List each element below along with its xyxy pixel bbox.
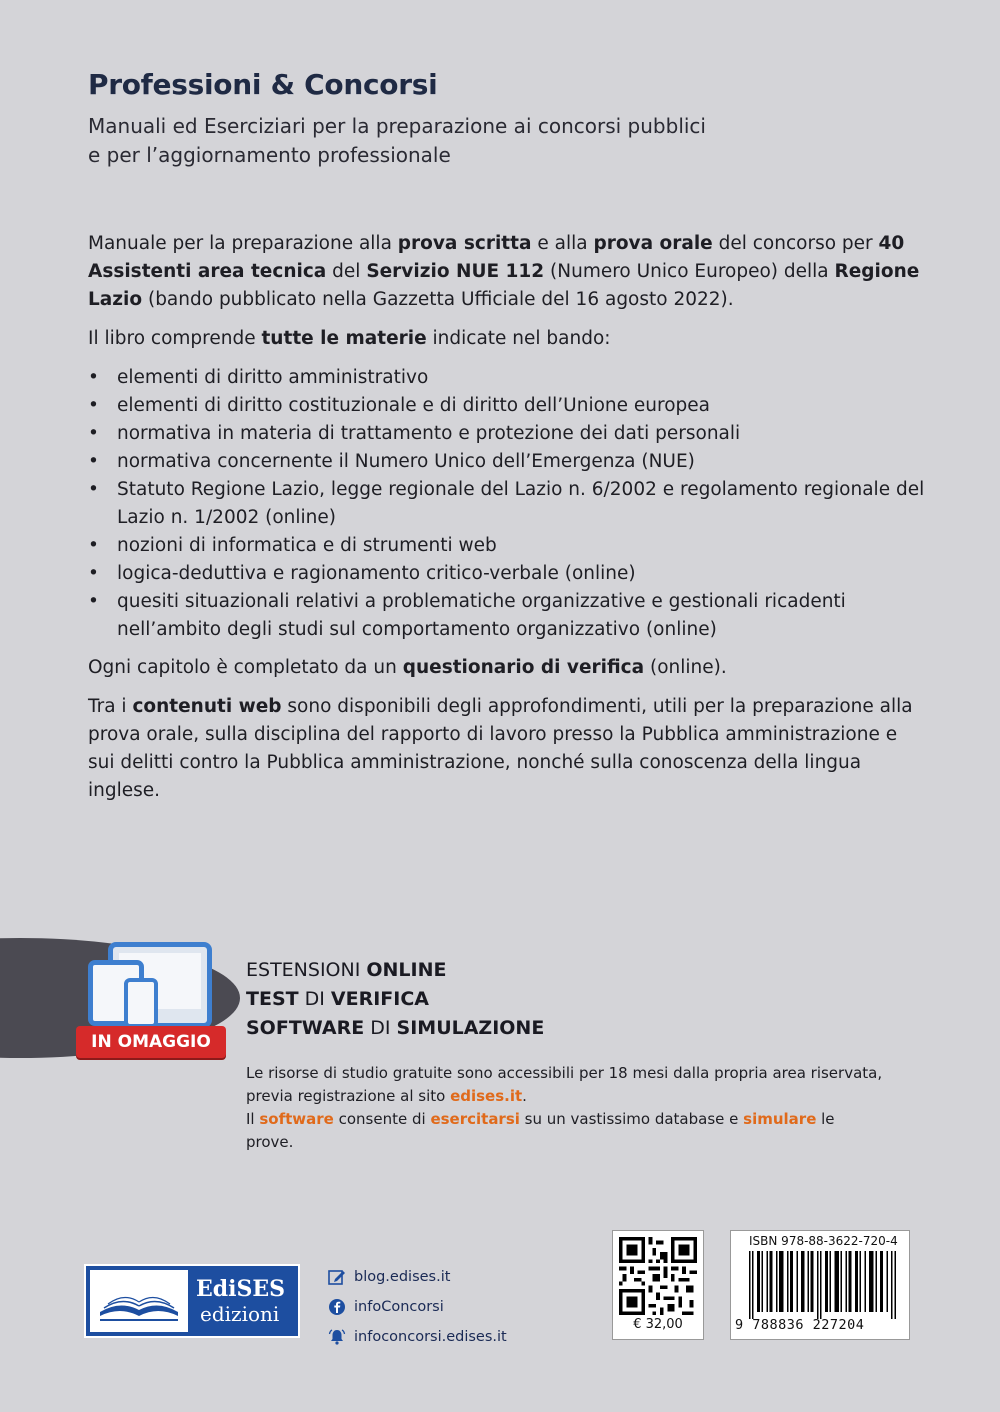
bold-text: Regione Lazio bbox=[88, 261, 920, 310]
text: DI bbox=[298, 988, 331, 1010]
list-item: • elementi di diritto amministrativo bbox=[88, 364, 928, 392]
contact-label: infoconcorsi.edises.it bbox=[354, 1329, 507, 1345]
bold-text: prova orale bbox=[593, 233, 713, 254]
open-book-icon bbox=[90, 1270, 188, 1332]
promo-features bbox=[246, 956, 544, 1043]
bold-text: Servizio NUE 112 bbox=[366, 261, 545, 282]
series-subtitle-line: e per l’aggiornamento professionale bbox=[88, 143, 451, 167]
series-subtitle-line: Manuali ed Eserciziari per la preparazione ai concorsi pubblici bbox=[88, 114, 706, 138]
promo-paragraph bbox=[246, 1108, 886, 1154]
intro-paragraph bbox=[88, 693, 928, 805]
accent-text: software bbox=[259, 1110, 334, 1128]
text: indicate nel bando: bbox=[426, 328, 611, 349]
text: le prove. bbox=[246, 1110, 835, 1151]
promo-description bbox=[246, 1062, 886, 1154]
qr-code bbox=[619, 1237, 697, 1315]
gift-badge: IN OMAGGIO bbox=[76, 1026, 226, 1058]
bold-text: SOFTWARE bbox=[246, 1017, 365, 1039]
text: Ogni capitolo è completato da un bbox=[88, 657, 403, 678]
bold-text: ONLINE bbox=[366, 959, 447, 981]
text: ESTENSIONI bbox=[246, 959, 367, 981]
intro-paragraph bbox=[88, 325, 928, 353]
list-item: • elementi di diritto costituzionale e di diritto dell’Unione europea bbox=[88, 392, 928, 420]
contact-blog[interactable] bbox=[328, 1262, 507, 1292]
series-title: Professioni & Concorsi bbox=[88, 68, 438, 101]
bold-text: VERIFICA bbox=[330, 988, 430, 1010]
bold-text: TEST bbox=[246, 988, 299, 1010]
smartphone-icon bbox=[124, 978, 158, 1028]
list-item: • quesiti situazionali relativi a problematiche organizzative e gestionali ricadenti nell’ambito degli studi sul comportamento organizzativo (online) bbox=[88, 588, 928, 644]
bold-text: SIMULAZIONE bbox=[396, 1017, 545, 1039]
price-label: € 32,00 bbox=[633, 1317, 683, 1332]
bold-text: 40 Assistenti area tecnica bbox=[88, 233, 905, 282]
text: Il libro comprende bbox=[88, 328, 262, 349]
text: su un vastissimo database e bbox=[519, 1110, 744, 1128]
text: Tra i bbox=[88, 696, 133, 717]
text: del bbox=[326, 261, 367, 282]
edit-icon bbox=[328, 1268, 346, 1286]
feature-line bbox=[246, 985, 544, 1014]
isbn-barcode-box bbox=[730, 1230, 910, 1340]
publisher-name: EdiSES bbox=[196, 1276, 286, 1302]
accent-text: simulare bbox=[743, 1110, 817, 1128]
feature-line bbox=[246, 1014, 544, 1043]
text: (online). bbox=[644, 657, 727, 678]
intro-paragraph bbox=[88, 654, 928, 682]
feature-line bbox=[246, 956, 544, 985]
qr-price-box bbox=[612, 1230, 704, 1340]
bell-icon bbox=[328, 1328, 346, 1346]
text: sono disponibili degli approfondimenti, utili per la preparazione alla prova orale, sulla disciplina del rapporto di lavoro presso la Pubblica amministrazione e sui delitti contro la Pubblica amministrazione, nonché sulla conoscenza della lingua inglese. bbox=[88, 696, 913, 801]
text: . bbox=[522, 1087, 527, 1105]
barcode-digits: 9 788836 227204 bbox=[735, 1317, 865, 1333]
bold-text: prova scritta bbox=[397, 233, 532, 254]
list-item: • logica-deduttiva e ragionamento critico-verbale (online) bbox=[88, 560, 928, 588]
contact-label: blog.edises.it bbox=[354, 1269, 451, 1285]
text: DI bbox=[364, 1017, 397, 1039]
intro-paragraph bbox=[88, 230, 928, 314]
list-item: • normativa in materia di trattamento e protezione dei dati personali bbox=[88, 420, 928, 448]
series-subtitle bbox=[88, 112, 788, 170]
bold-text: contenuti web bbox=[132, 696, 282, 717]
list-item: • Statuto Regione Lazio, legge regionale del Lazio n. 6/2002 e regolamento regionale del Lazio n. 1/2002 (online) bbox=[88, 476, 928, 532]
topics-list bbox=[88, 364, 928, 644]
contact-facebook[interactable] bbox=[328, 1292, 507, 1322]
bold-text: tutte le materie bbox=[261, 328, 427, 349]
text: del concorso per bbox=[712, 233, 879, 254]
bold-text: questionario di verifica bbox=[402, 657, 645, 678]
text: Manuale per la preparazione alla bbox=[88, 233, 398, 254]
text: (Numero Unico Europeo) della bbox=[544, 261, 835, 282]
publisher-logo bbox=[84, 1264, 300, 1338]
publisher-subtitle: edizioni bbox=[200, 1302, 280, 1326]
book-description bbox=[88, 230, 928, 816]
website-link: edises.it bbox=[450, 1087, 523, 1105]
contacts-list bbox=[328, 1262, 507, 1352]
promo-paragraph bbox=[246, 1062, 886, 1108]
contact-website[interactable] bbox=[328, 1322, 507, 1352]
facebook-icon bbox=[328, 1298, 346, 1316]
text: Le risorse di studio gratuite sono accessibili per 18 mesi dalla propria area riservata, previa registrazione al sito bbox=[246, 1064, 883, 1105]
text: Il bbox=[246, 1110, 260, 1128]
text: (bando pubblicato nella Gazzetta Ufficiale del 16 agosto 2022). bbox=[142, 289, 734, 310]
contact-label: infoConcorsi bbox=[354, 1299, 444, 1315]
isbn-label: ISBN 978-88-3622-720-4 bbox=[749, 1234, 898, 1248]
text: consente di bbox=[333, 1110, 431, 1128]
list-item: • nozioni di informatica e di strumenti web bbox=[88, 532, 928, 560]
accent-text: esercitarsi bbox=[430, 1110, 520, 1128]
text: e alla bbox=[531, 233, 594, 254]
list-item: • normativa concernente il Numero Unico dell’Emergenza (NUE) bbox=[88, 448, 928, 476]
barcode bbox=[749, 1251, 899, 1319]
